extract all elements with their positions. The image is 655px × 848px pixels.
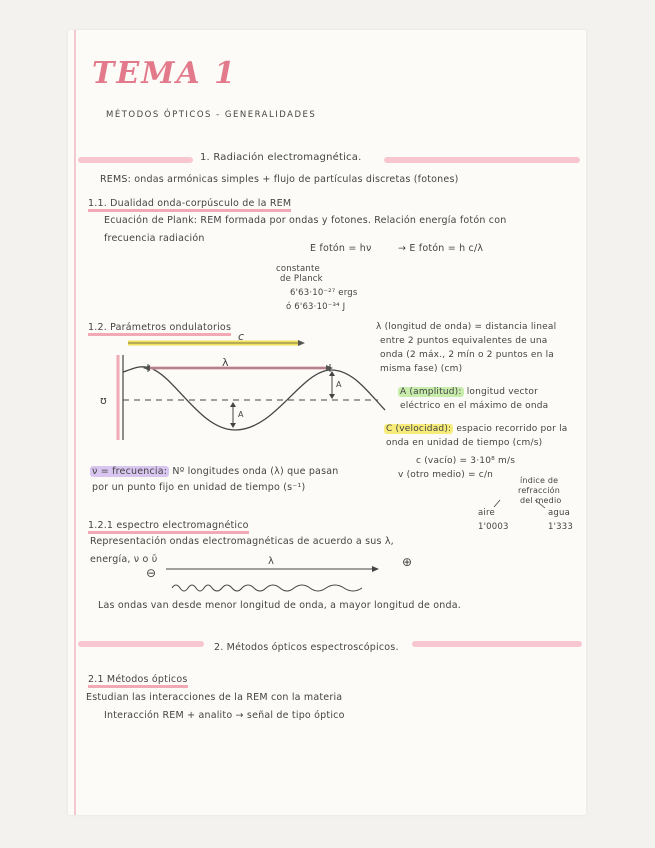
speed-term: C (velocidad): [386,424,452,434]
optical-methods-text-1: Estudian las interacciones de la REM con la materia [86,692,343,703]
frequency-term: ν = frecuencia: [92,466,168,477]
water-label: agua [548,508,571,518]
wavelength-definition [376,322,556,332]
refraction-index-label: refracción [518,486,561,495]
speed-medium: v (otro medio) = c/n [398,470,494,480]
photon-energy-eq1: E fotón = hν [310,243,372,254]
subsection-1-2-heading: 1.2. Parámetros ondulatorios [88,322,231,336]
speed-def-line: onda en unidad de tiempo (cm/s) [386,438,543,448]
spectrum-text-1: Representación ondas electromagnéticas de acuerdo a sus λ, [90,536,394,547]
spectrum-text-2: energía, ν o ῡ [90,554,158,565]
air-label: aire [478,508,495,518]
minus-icon: ⊖ [146,566,157,580]
rems-definition: REMS: ondas armónicas simples + flujo de partículas discretas (fotones) [100,174,459,185]
amplitude-label: A [336,380,342,389]
section-2-heading: 2. Métodos ópticos espectroscópicos. [214,642,399,653]
air-value: 1'0003 [478,522,509,532]
wavelength-definition-line: misma fase) (cm) [380,364,463,374]
refraction-index-label: del medio [520,496,562,505]
wavelength-definition-line: λ (longitud de onda) = distancia lineal [376,322,557,332]
planck-text-2: frecuencia radiación [104,233,205,244]
planck-constant-label: constante [276,264,320,274]
speed-vacuum: c (vacío) = 3·10⁸ m/s [416,456,516,466]
refraction-index-label: índice de [520,476,559,485]
frequency-definition [90,466,338,477]
spectrum-conclusion: Las ondas van desde menor longitud de onda, a mayor longitud de onda. [98,600,461,611]
optical-methods-text-2: Interacción REM + analito → señal de tipo óptico [104,710,345,721]
amplitude-def-line: eléctrico en el máximo de onda [400,401,549,411]
speed-definition [384,424,568,434]
subsection-1-2-1-heading: 1.2.1 espectro electromagnético [88,520,249,534]
photon-energy-eq2: → E fotón = h c/λ [398,243,484,254]
amplitude-definition [398,387,538,397]
water-value: 1'333 [548,522,573,532]
section-1-heading: 1. Radiación electromagnética. [200,152,362,163]
amplitude-def-text: longitud vector [466,387,538,397]
wave-axis-label: ʊ [100,394,107,407]
frequency-def-text: Nº longitudes onda (λ) que pasan [172,466,339,477]
subsection-1-1-heading: 1.1. Dualidad onda-corpúsculo de la REM [88,198,291,212]
wavelength-definition-line: onda (2 máx., 2 mín o 2 puntos en la [380,350,554,360]
planck-constant-label: de Planck [280,274,323,284]
wavelength-label: λ [222,356,229,369]
subsection-2-1-heading: 2.1 Métodos ópticos [88,674,188,688]
wavelength-definition-line: entre 2 puntos equivalentes de una [380,336,548,346]
planck-constant-value: ó 6'63·10⁻³⁴ J [286,302,346,312]
speed-def-text: espacio recorrido por la [456,424,568,434]
planck-text-1: Ecuación de Plank: REM formada por ondas y fotones. Relación energía fotón con [104,215,507,226]
page-subtitle: MÉTODOS ÓPTICOS - GENERALIDADES [106,110,317,120]
amplitude-term: A (amplitud): [400,387,462,397]
plus-icon: ⊕ [402,555,413,569]
wave-speed-label: c [238,330,245,343]
spectrum-lambda: λ [268,556,275,567]
page-title: TEMA 1 [92,56,237,91]
planck-constant-value: 6'63·10⁻²⁷ ergs [290,288,358,298]
amplitude-label: A [238,410,244,419]
frequency-def-line: por un punto fijo en unidad de tiempo (s⁻¹) [92,482,306,493]
